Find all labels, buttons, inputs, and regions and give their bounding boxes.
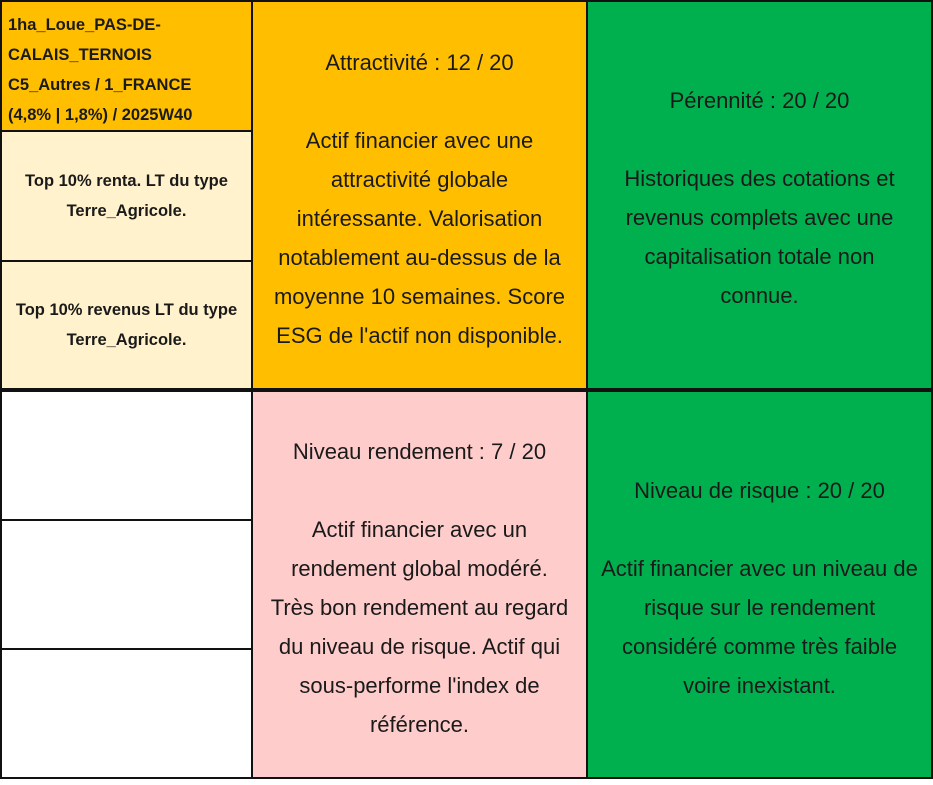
desc-line: capitalisation totale non [644, 244, 875, 269]
desc-line: revenus complets avec une [625, 205, 894, 230]
desc-line: risque sur le rendement [643, 595, 876, 620]
highlight-revenus-cell [0, 260, 253, 390]
asset-title-line: CALAIS_TERNOIS [8, 46, 152, 64]
desc-line: du niveau de risque. Actif qui [278, 634, 561, 659]
rendement-heading: Niveau rendement : 7 / 20 [292, 439, 547, 464]
rendement-description [259, 510, 580, 744]
desc-line: connue. [720, 283, 799, 308]
desc-line: Actif financier avec un niveau de [601, 556, 918, 581]
desc-line: Actif financier avec un [311, 517, 528, 542]
attractivite-cell [251, 0, 588, 390]
asset-title-line: C5_Autres / 1_FRANCE [8, 76, 192, 94]
desc-line: Actif financier avec une [305, 128, 534, 153]
highlight-line: Top 10% renta. LT du type [25, 172, 228, 190]
asset-title-line: (4,8% | 1,8%) / 2025W40 [8, 106, 193, 124]
risque-description [590, 549, 929, 705]
desc-line: notablement au-dessus de la [278, 245, 561, 270]
desc-line: considéré comme très faible [621, 634, 898, 659]
desc-line: moyenne 10 semaines. Score [273, 284, 566, 309]
empty-cell [0, 390, 253, 521]
perennite-description [594, 159, 925, 315]
desc-line: attractivité globale [330, 167, 509, 192]
desc-line: ESG de l'actif non disponible. [276, 323, 563, 348]
highlight-line: Top 10% revenus LT du type [15, 301, 238, 319]
risque-cell [586, 390, 933, 779]
empty-cell [0, 648, 253, 779]
highlight-renta-cell [0, 130, 253, 262]
desc-line: sous-performe l'index de [299, 673, 540, 698]
attractivite-heading: Attractivité : 12 / 20 [325, 50, 514, 75]
asset-title-cell [0, 0, 253, 132]
desc-line: Historiques des cotations et [624, 166, 895, 191]
perennite-heading: Pérennité : 20 / 20 [669, 88, 850, 113]
desc-line: Très bon rendement au regard [270, 595, 569, 620]
perennite-cell [586, 0, 933, 390]
asset-title-line: 1ha_Loue_PAS-DE- [8, 16, 161, 34]
risque-heading: Niveau de risque : 20 / 20 [634, 478, 885, 503]
desc-line: voire inexistant. [683, 673, 836, 698]
desc-line: rendement global modéré. [291, 556, 548, 581]
highlight-line: Terre_Agricole. [66, 331, 187, 349]
attractivite-description [259, 121, 580, 355]
desc-line: intéressante. Valorisation [296, 206, 543, 231]
rendement-cell [251, 390, 588, 779]
empty-cell [0, 519, 253, 650]
highlight-line: Terre_Agricole. [66, 202, 187, 220]
desc-line: référence. [369, 712, 470, 737]
